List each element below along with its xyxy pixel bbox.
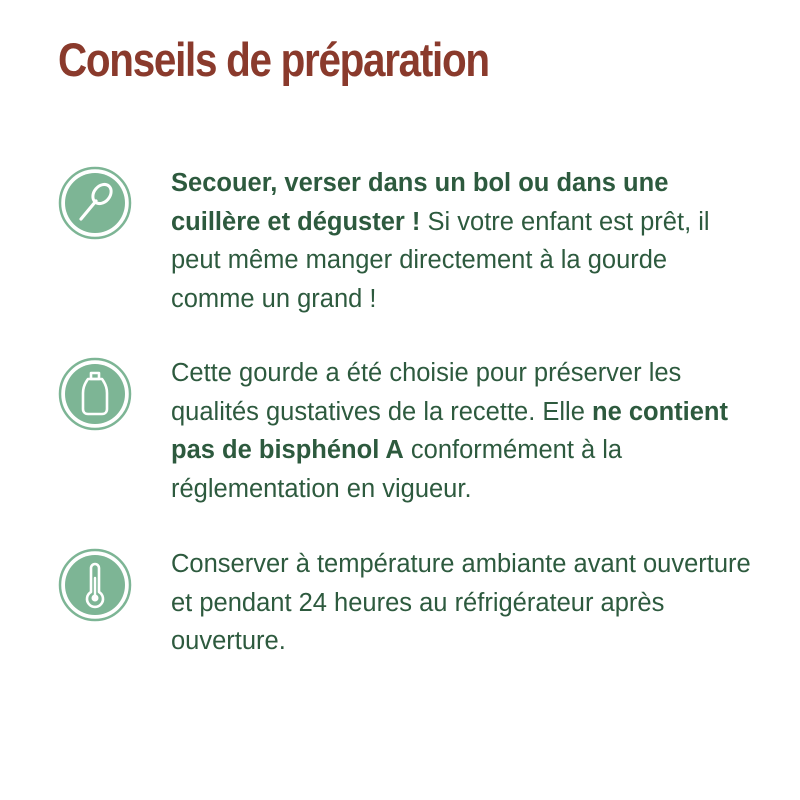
- tip-text-post: conformément à la réglementation en vigueur.: [171, 436, 623, 503]
- page-title: Conseils de préparation: [58, 33, 489, 86]
- tip-text-rest: Si votre enfant est prêt, il peut même manger directement à la gourde comme un grand !: [171, 207, 710, 313]
- thermometer-icon: [58, 548, 132, 622]
- tip-text-pre: Cette gourde a été choisie pour préserver les qualités gustatives de la recette. Elle: [171, 359, 682, 426]
- tip-text: [171, 354, 751, 508]
- tip-text: Conserver à température ambiante avant ouverture et pendant 24 heures au réfrigérateur après ouverture.: [171, 550, 751, 655]
- tip-text-bold: Secouer, verser dans un bol ou dans une cuillère et déguster !: [171, 169, 669, 236]
- tip-text-bold: ne contient pas de bisphénol A: [171, 397, 729, 464]
- spoon-icon: [58, 166, 132, 240]
- tip-text: [171, 164, 751, 318]
- pouch-icon: [58, 357, 132, 431]
